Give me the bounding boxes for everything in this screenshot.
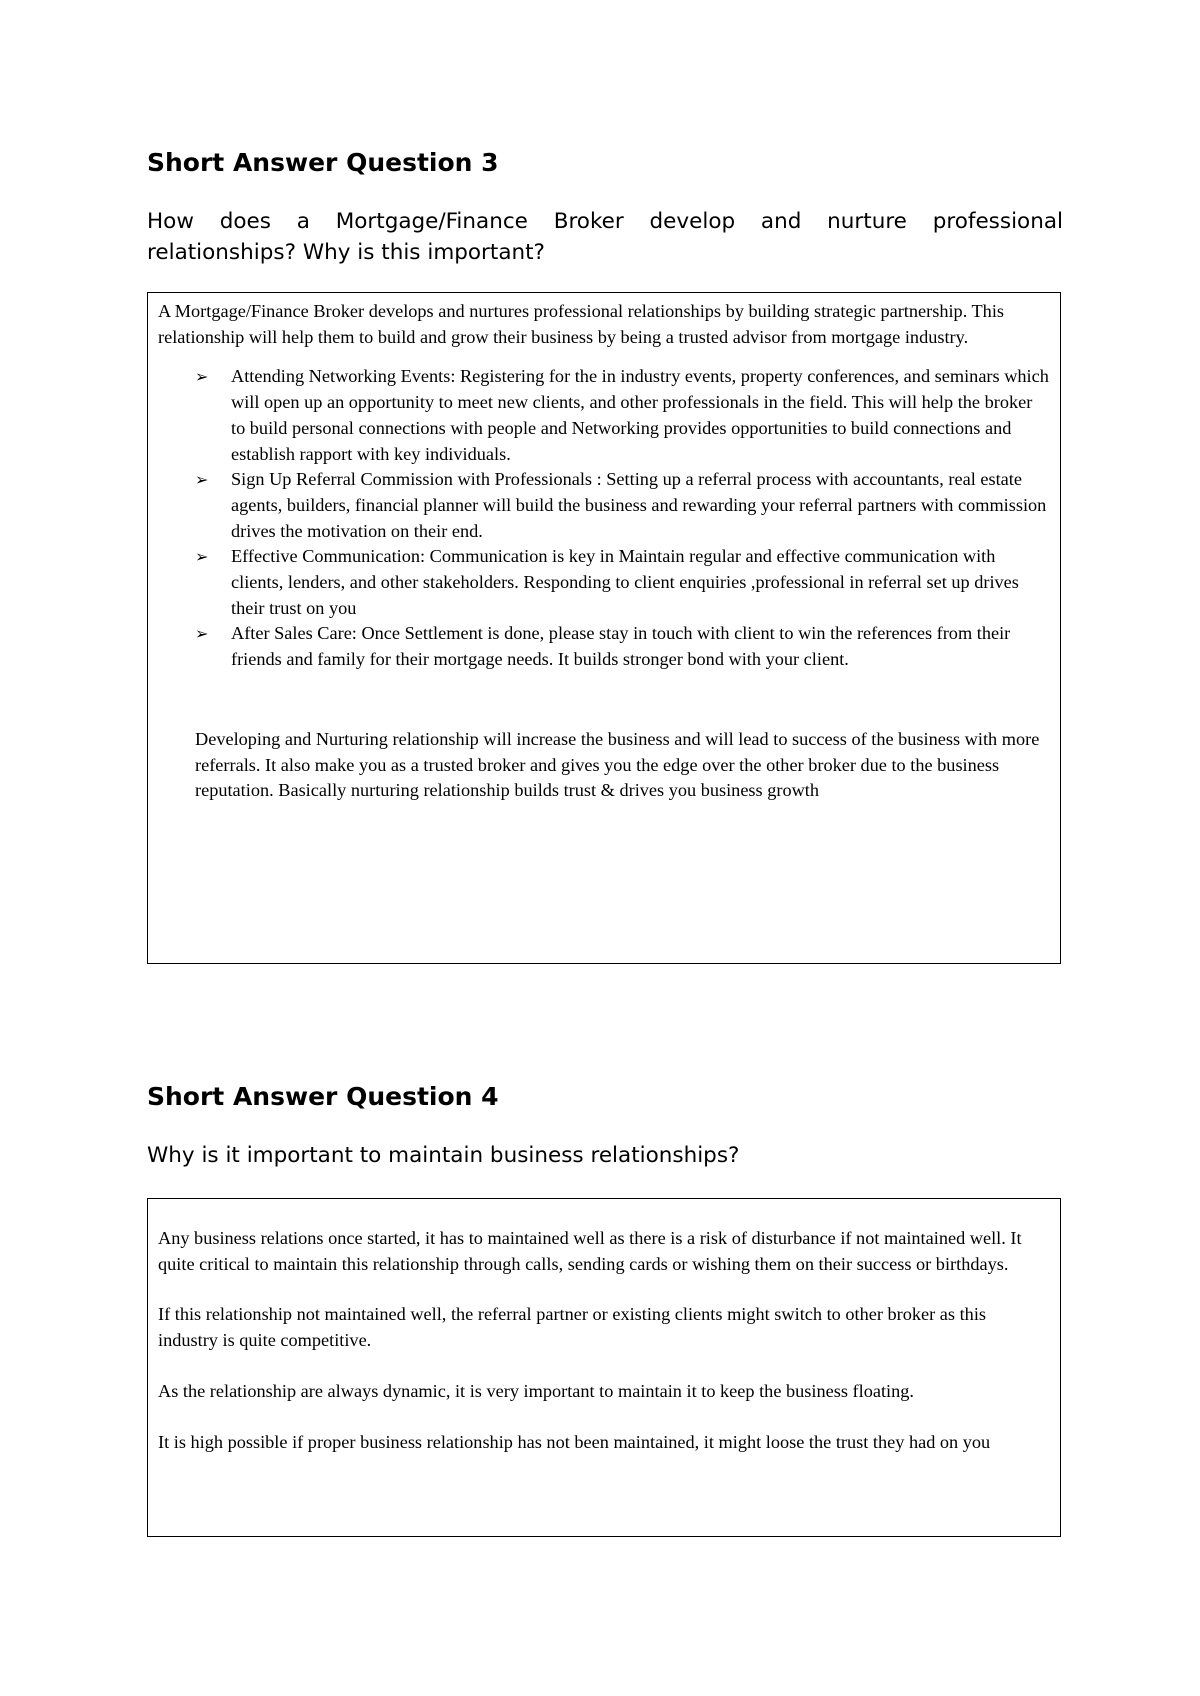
q3-intro: A Mortgage/Finance Broker develops and nurtures professional relationships by building strategic partnership. This relationship will help them to build and grow their business by being a trusted advisor from mortgage industry. — [158, 301, 1005, 347]
q4-question: Why is it important to maintain business relationships? — [147, 1143, 740, 1168]
q3-answer-box — [147, 292, 1061, 964]
q3-heading: Short Answer Question 3 — [147, 148, 499, 177]
q4-paragraph: It is high possible if proper business relationship has not been maintained, it might loose the trust they had on you — [158, 1431, 991, 1452]
arrow-bullet-icon: ➢ — [195, 547, 209, 567]
arrow-bullet-icon: ➢ — [195, 470, 209, 490]
q4-paragraph: If this relationship not maintained well, the referral partner or existing clients might switch to other broker as this industry is quite competitive. — [158, 1304, 987, 1351]
arrow-bullet-icon: ➢ — [195, 624, 209, 644]
q4-paragraph: Any business relations once started, it has to maintained well as there is a risk of disturbance if not maintained well. It quite critical to maintain this relationship through calls, sending cards or wishing them on their success or birthdays. — [158, 1228, 1022, 1274]
list-item: ➢ After Sales Care: Once Settlement is done, please stay in touch with client to win the references from their friends and family for their mortgage needs. It builds stronger bond with your client. — [195, 623, 1011, 670]
list-item: ➢ Effective Communication: Communication is key in Maintain regular and effective communication with clients, lenders, and other stakeholders. Responding to client enquiries ,professional in referral set up drives their trust on you — [195, 546, 1019, 618]
list-item: ➢ Attending Networking Events: Registering for the in industry events, property conferences, and seminars which will open up an opportunity to meet new clients, and other professionals in the field. This will help the broker to build personal connections with people and Networking provides opportunities to build connections and establish rapport with key individuals. — [195, 366, 1049, 464]
q3-conclusion: Developing and Nurturing relationship will increase the business and will lead to success of the business with more referrals. It also make you as a trusted broker and gives you the edge over the other broker due to the business reputation. Basically nurturing relationship builds trust & drives you business growth — [195, 728, 1040, 801]
q4-paragraph: As the relationship are always dynamic, it is very important to maintain it to keep the business floating. — [158, 1380, 914, 1401]
q3-bullet-list — [158, 364, 1050, 672]
arrow-bullet-icon: ➢ — [195, 367, 209, 387]
list-item: ➢ Sign Up Referral Commission with Professionals : Setting up a referral process with accountants, real estate agents, builders, financial planner will build the business and rewarding your referral partners with commission drives the motivation on their end. — [195, 469, 1047, 541]
q3-question: How does a Mortgage/Finance Broker develop and nurture professional relationships? Why is this important? — [147, 209, 1063, 265]
q4-answer-box — [147, 1198, 1061, 1537]
q4-heading: Short Answer Question 4 — [147, 1082, 499, 1111]
